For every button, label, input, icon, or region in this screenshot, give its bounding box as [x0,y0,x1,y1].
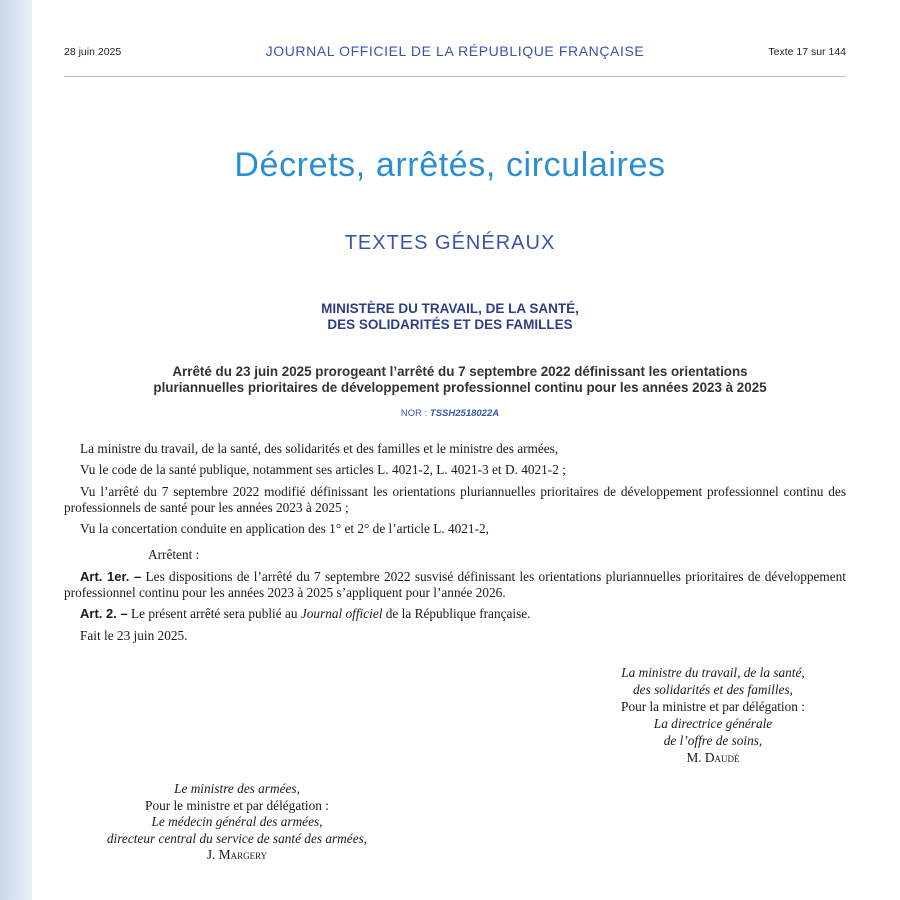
nor-reference [0,408,900,419]
nor-code: TSSH2518022A [429,408,500,419]
journal-header [64,36,846,77]
delegation-line: Pour la ministre et par délégation : [621,699,805,714]
article-1 [64,569,846,602]
arrete-title [60,364,860,396]
delegate-title: de l’offre de soins, [663,733,763,748]
signatory-name: M. Daudé [686,750,740,765]
delegate-title: Le médecin général des armées, [151,814,323,829]
arrete-title-line: Arrêté du 23 juin 2025 prorogeant l’arrêté du 7 septembre 2022 définissant les orientations [172,364,748,379]
signature-block-health [560,664,866,766]
arrete-body [64,441,846,649]
visa-paragraph: Vu l’arrêté du 7 septembre 2022 modifié définissant les orientations pluriannuelles prioritaires de développement professionnel continu des professionnels de santé pour les années 2023 à 2025 ; [64,483,846,515]
ministry-line: DES SOLIDARITÉS ET DES FAMILLES [327,317,573,332]
nor-label: NOR : [400,408,430,419]
article-2 [64,606,846,622]
signatory-name: J. Margery [206,847,268,862]
delegation-line: Pour le ministre et par délégation : [145,797,329,813]
signature-block-armees [48,781,426,864]
arretent-line: Arrêtent : [148,547,200,563]
page-left-margin-band [0,0,32,900]
intro-paragraph: La ministre du travail, de la santé, des solidarités et des familles et le ministre des armées, [80,441,559,456]
journal-title: JOURNAL OFFICIEL DE LA RÉPUBLIQUE FRANÇAISE [265,43,645,59]
ministry-name [0,301,900,333]
delegate-title: La directrice générale [653,716,773,731]
section-title: Décrets, arrêtés, circulaires [234,146,666,184]
journal-officiel-mention: Journal officiel [300,606,383,622]
ministry-line: MINISTÈRE DU TRAVAIL, DE LA SANTÉ, [321,301,579,316]
visa-paragraph: Vu la concertation conduite en application des 1° et 2° de l’article L. 4021-2, [80,521,489,537]
signatory-title: des solidarités et des familles, [633,682,793,697]
article-2-text: Le présent arrêté sera publié au [127,606,301,622]
subsection-title: TEXTES GÉNÉRAUX [344,232,556,254]
delegate-title: directeur central du service de santé des armées, [106,830,368,846]
signatory-title: La ministre du travail, de la santé, [621,665,805,680]
publication-date: 28 juin 2025 [64,46,122,58]
article-2-text-end: de la République française. [382,606,531,622]
article-2-label: Art. 2. – [80,606,128,622]
text-index: Texte 17 sur 144 [768,46,846,58]
visa-paragraph: Vu le code de la santé publique, notamment ses articles L. 4021-2, L. 4021-3 et D. 4021-2 ; [80,462,566,478]
article-1-label: Art. 1er. – [80,568,142,584]
arrete-title-line: pluriannuelles prioritaires de développement professionnel continu pour les années 2023 à 2025 [153,380,767,395]
signatory-title: Le ministre des armées, [174,781,300,796]
article-1-text: Les dispositions de l’arrêté du 7 septembre 2022 susvisé définissant les orientations pluriannuelles prioritaires de développement professionnel continu pour les années 2023 à 2025 s’appliquent pour l’année 2026. [64,568,846,601]
fait-line: Fait le 23 juin 2025. [80,627,188,643]
